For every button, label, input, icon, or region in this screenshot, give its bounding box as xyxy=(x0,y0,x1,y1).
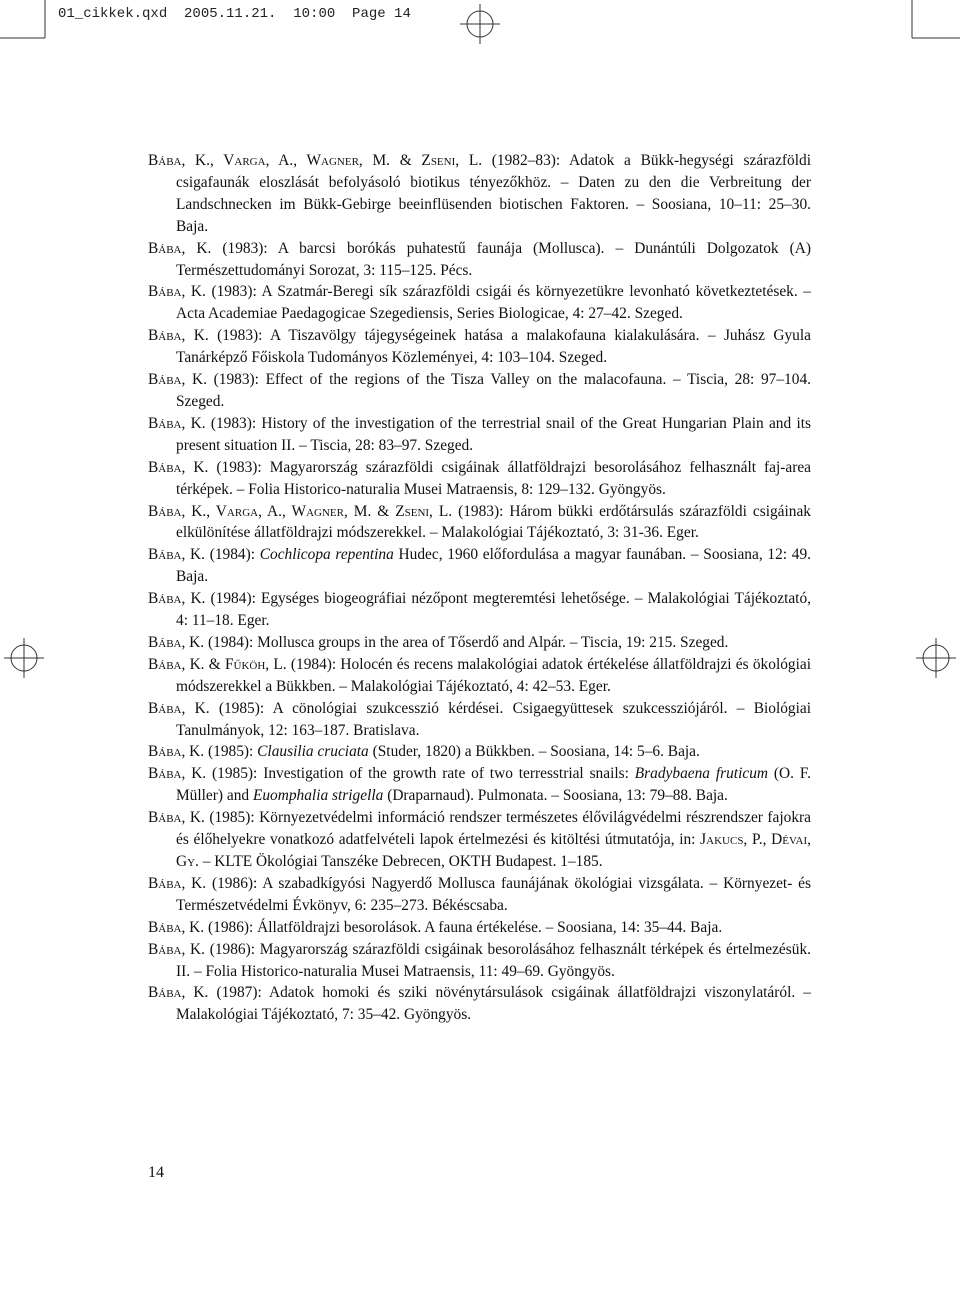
reference-authors: Bába, K. xyxy=(148,283,206,301)
reference-entry xyxy=(148,741,811,763)
reference-authors: Bába, K. xyxy=(148,984,209,1002)
reference-entry xyxy=(148,873,811,917)
reference-authors: Bába, K. xyxy=(148,590,206,608)
reference-text: (1983): A Tiszavölgy tájegységeinek hatása a malakofauna kialakulására. – Juhász Gyula Tanárképző Főiskola Tudományos Közleményei, 4: 103–104. Szeged. xyxy=(176,327,811,367)
reference-authors: Bába, K. xyxy=(148,633,205,651)
reference-text: (1985): Környezetvédelmi információ rendszer természetes élővilágvédelmi részrendszer fajokra és élőhelyekre vonatkozó adatfelvételi lapok értelmezési és kitöltési útmutatója, in: xyxy=(176,809,811,849)
reference-authors: Jakucs, P., Dévai, Gy. xyxy=(176,831,811,870)
reference-text: (1982–83): Adatok a Bükk-hegységi szárazföldi csigafaunák eloszlását befolyásoló biotikus tényezőkhöz. – Daten zu den die Verbreitung der Landschnecken im Bükk-Gebirge beeinflüsenden biotischen Faktoren. – Soosiana, 10–11: 25–30. Baja. xyxy=(176,152,812,235)
reference-entry xyxy=(148,807,811,873)
species-name: Euomphalia strigella xyxy=(252,787,384,805)
reference-authors: Bába, K. xyxy=(148,743,205,761)
reference-authors: Bába, K. xyxy=(148,239,212,257)
reference-entry xyxy=(148,763,811,807)
reference-text: (1984): xyxy=(205,546,260,564)
reference-text: (1984): Mollusca groups in the area of Tőserdő and Alpár. – Tiscia, 19: 215. Szeged. xyxy=(204,633,729,651)
reference-entry xyxy=(148,544,811,588)
reference-text: (O. F. Müller) and xyxy=(176,765,811,805)
reference-entry xyxy=(148,281,811,325)
reference-text: (1983): Magyarország szárazföldi csigáinak állatföldrajzi besorolásához felhasznált faj-area térképek. – Folia Historico-naturalia Musei Matraensis, 8: 129–132. Gyöngyös. xyxy=(176,458,811,498)
reference-authors: Bába, K. xyxy=(148,327,209,345)
reference-authors: Bába, K. & Fűköh, L. xyxy=(148,655,287,673)
reference-text: (1985): xyxy=(204,743,258,761)
reference-authors: Bába, K., Varga, A., Wagner, M. & Zseni, L. xyxy=(148,152,483,169)
reference-text: Hudec, 1960 előfordulása a magyar faunában. – Soosiana, 12: 49. Baja. xyxy=(176,546,811,586)
print-slug: 01_cikkek.qxd 2005.11.21. 10:00 Page 14 xyxy=(58,6,411,22)
reference-entry xyxy=(148,982,811,1026)
reference-text: (1986): Állatföldrajzi besorolások. A fauna értékelése. – Soosiana, 14: 35–44. Baja. xyxy=(204,918,723,936)
reference-text: (1983): Effect of the regions of the Tisza Valley on the malacofauna. – Tiscia, 28: 97–104. Szeged. xyxy=(176,371,811,410)
reference-text: (1983): A Szatmár-Beregi sík szárazföldi csigái és környezetükre levonható következtetések. – Acta Academiae Paedagogicae Szegediensis, Series Biologicae, 4: 27–42. Szeged. xyxy=(176,283,811,323)
reference-text: – KLTE Ökológiai Tanszéke Debrecen, OKTH Budapest. 1–185. xyxy=(198,853,603,870)
reference-entry xyxy=(148,369,811,413)
reference-text: (1984): Egységes biogeográfiai nézőpont megteremtési lehetősége. – Malakológiai Tájékoztató, 4: 11–18. Eger. xyxy=(176,590,811,630)
reference-text: (1984): Holocén és recens malakológiai adatok értékelése állatföldrajzi és ökológiai módszerekkel a Bükkben. – Malakológiai Tájékoztató, 4: 42–53. Eger. xyxy=(176,655,811,695)
reference-text: (1983): A barcsi borókás puhatestű faunája (Mollusca). – Dunántúli Dolgozatok (A) Természettudományi Sorozat, 3: 115–125. Pécs. xyxy=(176,239,811,279)
reference-text: (1983): Három bükki erdőtársulás szárazföldi csigáinak elkülönítése állatföldrajzi módszerekkel. – Malakológiai Tájékoztató, 3: 31-36. Eger. xyxy=(176,502,811,542)
reference-authors: Bába, K., Varga, A., Wagner, M. & Zseni, L. xyxy=(148,502,453,520)
reference-entry xyxy=(148,150,811,238)
reference-authors: Bába, K. xyxy=(148,940,206,958)
reference-entry xyxy=(148,698,811,742)
species-name: Clausilia cruciata xyxy=(257,743,369,761)
reference-entry xyxy=(148,501,811,545)
reference-list xyxy=(148,150,811,1026)
reference-entry xyxy=(148,917,811,939)
reference-entry xyxy=(148,632,811,654)
registration-mark-left xyxy=(2,636,46,680)
reference-authors: Bába, K. xyxy=(148,699,210,717)
reference-text: (Studer, 1820) a Bükkben. – Soosiana, 14: 5–6. Baja. xyxy=(368,743,700,761)
reference-entry xyxy=(148,654,811,698)
reference-text: (1985): A cönológiai szukcesszió kérdései. Csigaegyüttesek szukcessziójáról. – Biológiai Tanulmányok, 12: 163–187. Bratislava. xyxy=(176,699,811,739)
reference-text: (1983): History of the investigation of the terrestrial snail of the Great Hungarian Plain and its present situation II. – Tiscia, 28: 83–97. Szeged. xyxy=(176,414,811,454)
reference-entry xyxy=(148,413,811,457)
reference-authors: Bába, K. xyxy=(148,458,209,476)
reference-entry xyxy=(148,939,811,983)
reference-entry xyxy=(148,325,811,369)
registration-mark-top xyxy=(458,2,502,46)
reference-text: (Draparnaud). Pulmonata. – Soosiana, 13: 79–88. Baja. xyxy=(383,787,728,805)
reference-text: (1985): Investigation of the growth rate of two terresstrial snails: xyxy=(206,765,635,783)
species-name: Bradybaena fruticum xyxy=(634,765,769,783)
reference-authors: Bába, K. xyxy=(148,765,207,783)
page-number: 14 xyxy=(148,1164,164,1181)
reference-authors: Bába, K. xyxy=(148,874,207,892)
reference-entry xyxy=(148,457,811,501)
reference-authors: Bába, K. xyxy=(148,918,205,936)
reference-text: (1986): Magyarország szárazföldi csigáinak besorolásához felhasznált térképek és értelmezésük. II. – Folia Historico-naturalia Musei Matraensis, 11: 49–69. Gyöngyös. xyxy=(176,940,811,980)
reference-text: (1987): Adatok homoki és sziki növénytársulások csigáinak állatföldrajzi viszonylatáról. – Malakológiai Tájékoztató, 7: 35–42. Gyöngyös. xyxy=(176,984,811,1024)
reference-entry xyxy=(148,238,811,282)
reference-authors: Bába, K. xyxy=(148,414,206,432)
reference-authors: Bába, K. xyxy=(148,546,206,564)
species-name: Cochlicopa repentina xyxy=(259,546,394,564)
reference-text: (1986): A szabadkígyósi Nagyerdő Mollusca faunájának ökológiai vizsgálata. – Környezet- és Természetvédelmi Évkönyv, 6: 235–273. Békéscsaba. xyxy=(176,874,811,914)
reference-authors: Bába, K. xyxy=(148,371,207,389)
reference-authors: Bába, K. xyxy=(148,809,205,827)
reference-entry xyxy=(148,588,811,632)
registration-mark-right xyxy=(914,636,958,680)
